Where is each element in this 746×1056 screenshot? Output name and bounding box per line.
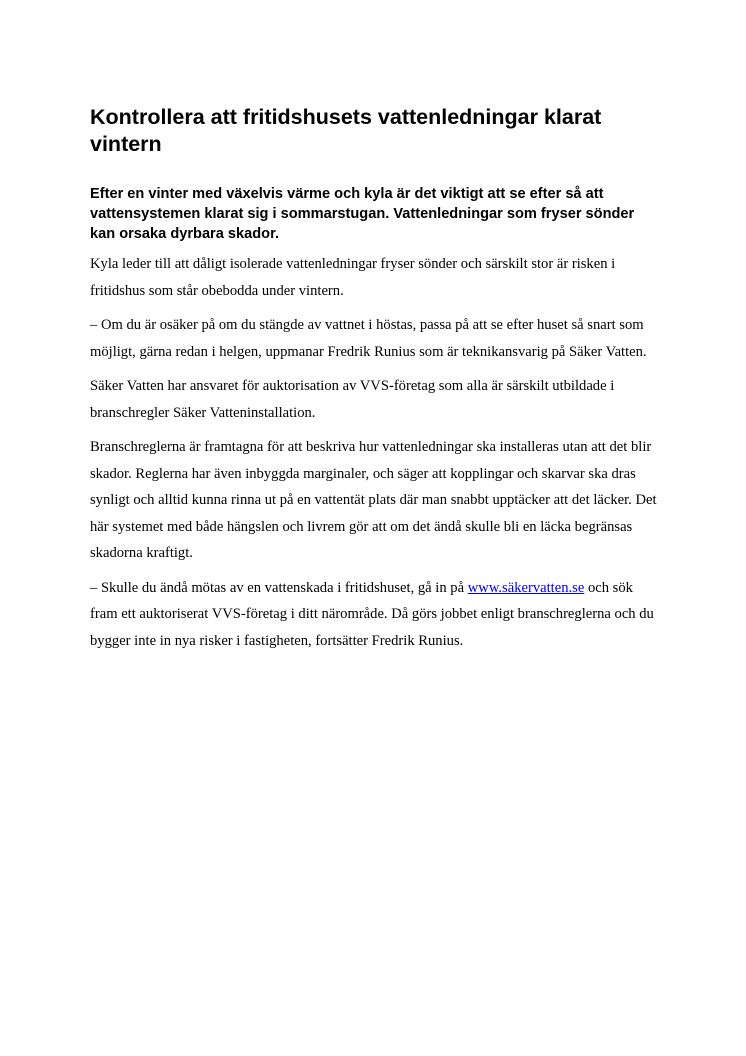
sakervatten-link[interactable]: www.säkervatten.se	[467, 579, 585, 596]
body-paragraph-4: Branschreglerna är framtagna för att beskriva hur vattenledningar ska installeras utan att det blir skador. Reglerna har även inbyggda marginaler, och säger att kopplingar och skarvar ska dras synligt och alltid kunna rinna ut på en vattentät plats där man snabbt upptäcker att det läcker. Det här systemet med både hängslen och livrem gör att om det ändå skulle bli en läcka begränsas skadorna kraftigt.	[90, 439, 657, 561]
body-paragraph-2: – Om du är osäker på om du stängde av vattnet i höstas, passa på att se efter huset så snart som möjligt, gärna redan i helgen, uppmanar Fredrik Runius som är teknikansvarig på Säker Vatten.	[90, 317, 647, 360]
article	[90, 104, 660, 654]
body-paragraph-3: Säker Vatten har ansvaret för auktorisation av VVS-företag som alla är särskilt utbildade i branschregler Säker Vatteninstallation.	[90, 378, 615, 421]
article-lead: Efter en vinter med växelvis värme och kyla är det viktigt att se efter så att vattensystemen klarat sig i sommarstugan. Vattenledningar som fryser sönder kan orsaka dyrbara skador.	[90, 186, 635, 242]
body-paragraph-5	[90, 575, 660, 655]
article-title: Kontrollera att fritidshusets vattenledningar klarat vintern	[90, 105, 602, 156]
body-paragraph-1: Kyla leder till att dåligt isolerade vattenledningar fryser sönder och särskilt stor är risken i fritidshus som står obebodda under vintern.	[90, 256, 616, 299]
paragraph-text-after-link: och sök fram ett auktoriserat VVS-företag i ditt närområde. Då görs jobbet enligt branschreglerna och du bygger inte in nya risker i fastigheten, fortsätter Fredrik Runius.	[90, 579, 654, 649]
paragraph-text-before-link: – Skulle du ändå mötas av en vattenskada i fritidshuset, gå in på	[90, 579, 468, 596]
